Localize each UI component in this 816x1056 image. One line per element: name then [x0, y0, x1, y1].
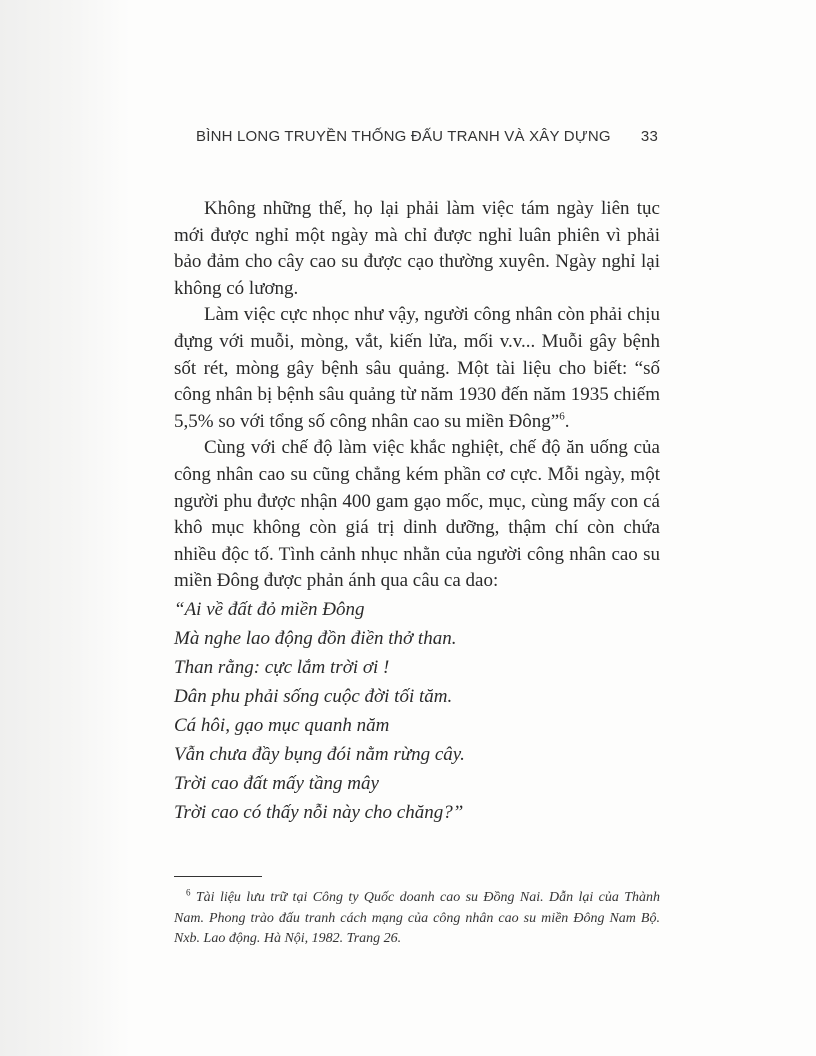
footnote-text: Tài liệu lưu trữ tại Công ty Quốc doanh cao su Đồng Nai. Dẫn lại của Thành Nam. Phong trào đấu tranh cách mạng của công nhân cao su miền Đông Nam Bộ. Nxb. Lao động. Hà Nội, 1982. Trang 26. — [174, 890, 661, 946]
verse-line: Cá hôi, gạo mục quanh năm — [174, 714, 390, 736]
verse-line: “Ai về đất đỏ miền Đông — [174, 598, 365, 620]
footnote-reference: 6 — [559, 410, 565, 423]
running-header — [196, 128, 658, 145]
page-number: 33 — [640, 128, 658, 145]
verse-line: Dân phu phải sống cuộc đời tối tăm. — [174, 685, 453, 707]
verse-line: Than rằng: cực lắm trời ơi ! — [174, 656, 390, 678]
paragraph: Cùng với chế độ làm việc khắc nghiệt, chế độ ăn uống của công nhân cao su cũng chẳng kém phần cơ cực. Mỗi ngày, một người phu được nhận 400 gam gạo mốc, mục, cùng mấy con cá khô mục không còn giá trị dinh dưỡng, thậm chí còn chứa nhiều độc tố. Tình cảnh nhục nhằn của người công nhân cao su miền Đông được phản ánh qua câu ca dao: — [174, 437, 660, 592]
footnote-marker: 6 — [186, 887, 191, 898]
page-gutter-shadow — [0, 0, 130, 1056]
verse-line: Vẫn chưa đầy bụng đói nằm rừng cây. — [174, 743, 465, 765]
verse-line: Mà nghe lao động đồn điền thở than. — [174, 627, 457, 649]
body-text — [174, 196, 660, 827]
verse-line: Trời cao đất mấy tầng mây — [174, 772, 379, 794]
paragraph-text: Làm việc cực nhọc như vậy, người công nhân còn phải chịu đựng với muỗi, mòng, vắt, kiến lửa, mối v.v... Muỗi gây bệnh sốt rét, mòng gây bệnh sâu quảng. Một tài liệu cho biết: “số công nhân bị bệnh sâu quảng từ năm 1930 đến năm 1935 chiếm 5,5% so với tổng số công nhân cao su miền Đông” — [174, 304, 660, 432]
footnote — [174, 888, 660, 950]
running-title: BÌNH LONG TRUYỀN THỐNG ĐẤU TRANH VÀ XÂY DỰNG — [196, 128, 611, 145]
paragraph: Không những thế, họ lại phải làm việc tám ngày liên tục mới được nghỉ một ngày mà chỉ được nghỉ luân phiên vì phải bảo đảm cho cây cao su được cạo thường xuyên. Ngày nghỉ lại không có lương. — [174, 198, 660, 299]
verse-line: Trời cao có thấy nỗi này cho chăng?” — [174, 801, 464, 823]
footnote-divider — [174, 876, 262, 877]
paragraph: Làm việc cực nhọc như vậy, người công nhân còn phải chịu đựng với muỗi, mòng, vắt, kiến lửa, mối v.v... Muỗi gây bệnh sốt rét, mòng gây bệnh sâu quảng. Một tài liệu cho biết: “số công nhân bị bệnh sâu quảng từ năm 1930 đến năm 1935 chiếm 5,5% so với tổng số công nhân cao su miền Đông”$^6$. — [174, 304, 660, 432]
folk-verse — [174, 595, 660, 827]
